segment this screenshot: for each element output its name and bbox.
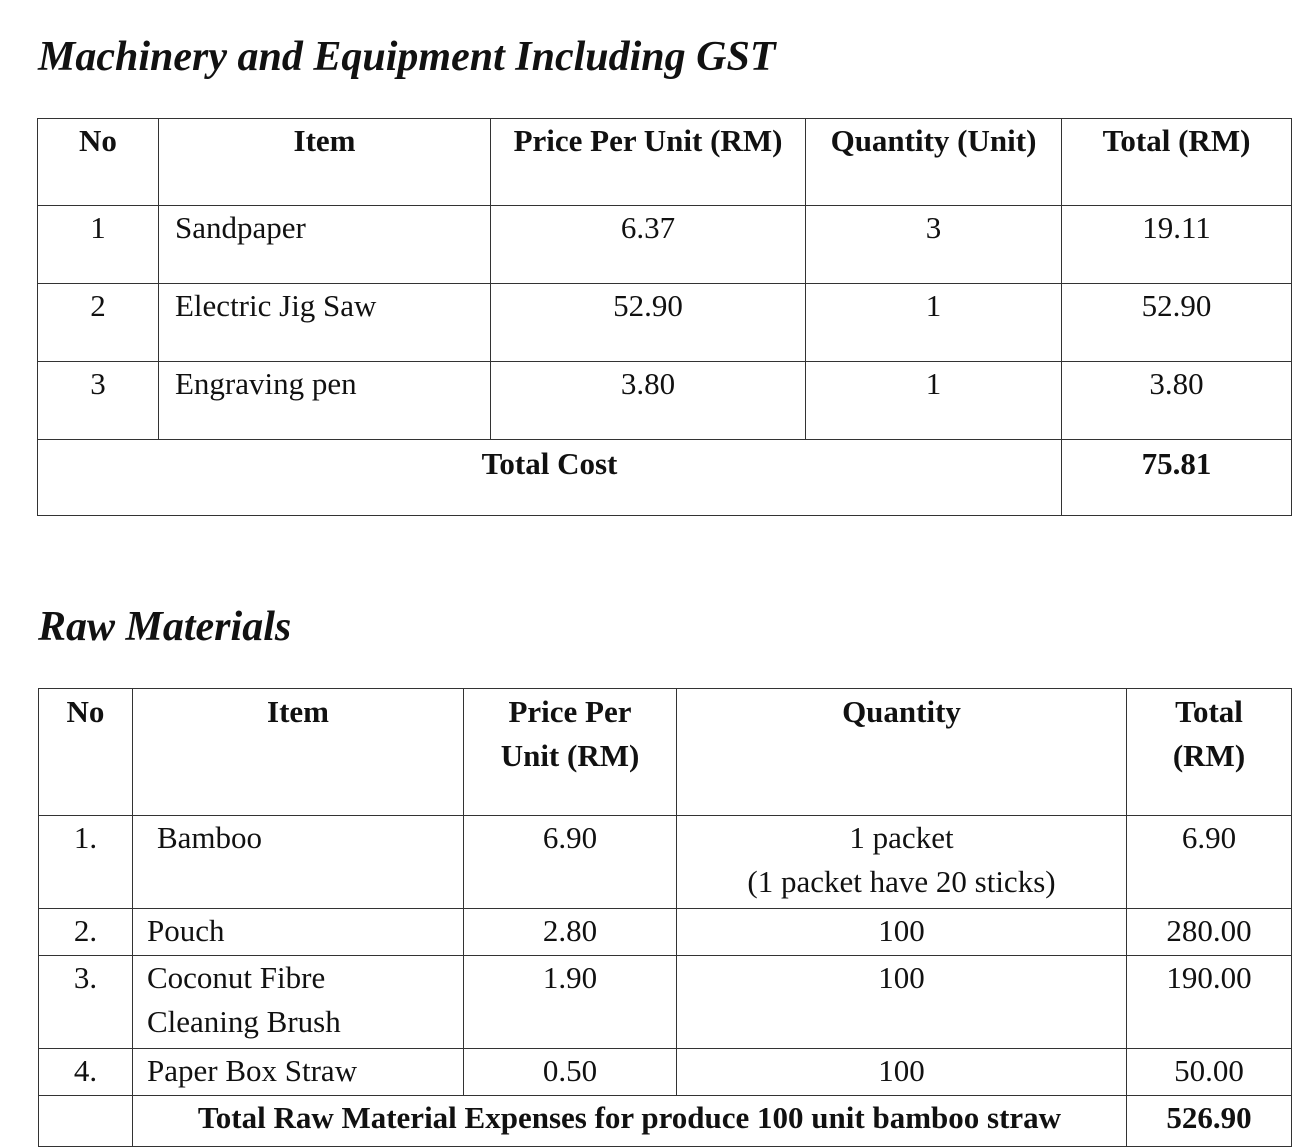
header-price (464, 689, 677, 816)
header-total: Total (RM) (1062, 119, 1292, 206)
raw-materials-section-title: Raw Materials (38, 604, 292, 650)
cell-no: 4. (39, 1049, 133, 1096)
cell-price: 6.90 (464, 816, 677, 909)
cell-total: 190.00 (1127, 956, 1292, 1049)
total-cost-label: Total Cost (38, 440, 1062, 516)
table-row (39, 816, 1292, 909)
cell-no: 2. (39, 909, 133, 956)
raw-materials-table (38, 688, 1292, 1147)
table-header-row (38, 119, 1292, 206)
cell-item: Electric Jig Saw (159, 284, 491, 362)
table-row (38, 206, 1292, 284)
header-item: Item (133, 689, 464, 816)
total-raw-material-label: Total Raw Material Expenses for produce 100 unit bamboo straw (133, 1096, 1127, 1147)
header-price-line1: Price Per (508, 694, 632, 729)
machinery-table (37, 118, 1292, 516)
cell-item-line1: Bamboo (157, 820, 263, 855)
cell-quantity-line1: 100 (878, 960, 925, 995)
cell-total: 50.00 (1127, 1049, 1292, 1096)
header-no: No (39, 689, 133, 816)
cell-quantity: 1 (806, 362, 1062, 440)
total-raw-material-value: 526.90 (1127, 1096, 1292, 1147)
cell-item: Engraving pen (159, 362, 491, 440)
cell-quantity-line1: 1 packet (849, 820, 954, 855)
table-header-row (39, 689, 1292, 816)
cell-quantity (677, 1049, 1127, 1096)
header-total-line2: (RM) (1172, 738, 1246, 773)
cell-item-line1: Paper Box Straw (147, 1053, 358, 1088)
cell-no: 2 (38, 284, 159, 362)
cell-empty (39, 1096, 133, 1147)
cell-price: 2.80 (464, 909, 677, 956)
cell-item-line1: Pouch (147, 913, 225, 948)
cell-total: 3.80 (1062, 362, 1292, 440)
table-row (38, 284, 1292, 362)
cell-item (133, 816, 464, 909)
cell-price: 52.90 (491, 284, 806, 362)
cell-price: 0.50 (464, 1049, 677, 1096)
cell-item-line1: Coconut Fibre (147, 960, 326, 995)
table-row (39, 1049, 1292, 1096)
cell-price: 1.90 (464, 956, 677, 1049)
cell-item: Sandpaper (159, 206, 491, 284)
table-row (39, 909, 1292, 956)
total-cost-value: 75.81 (1062, 440, 1292, 516)
cell-total: 6.90 (1127, 816, 1292, 909)
cell-total: 52.90 (1062, 284, 1292, 362)
header-total (1127, 689, 1292, 816)
cell-item-line2: Cleaning Brush (147, 1004, 341, 1039)
cell-quantity-line1: 100 (878, 913, 925, 948)
cell-total: 19.11 (1062, 206, 1292, 284)
cell-quantity-line1: 100 (878, 1053, 925, 1088)
cell-quantity: 1 (806, 284, 1062, 362)
cell-no: 1. (39, 816, 133, 909)
cell-quantity-line2: (1 packet have 20 sticks) (747, 864, 1056, 899)
cell-quantity (677, 816, 1127, 909)
cell-item (133, 909, 464, 956)
cell-item (133, 956, 464, 1049)
cell-quantity (677, 956, 1127, 1049)
header-price-line2: Unit (RM) (500, 738, 640, 773)
cell-price: 6.37 (491, 206, 806, 284)
cell-quantity (677, 909, 1127, 956)
header-total-line1: Total (1175, 694, 1243, 729)
machinery-section-title: Machinery and Equipment Including GST (38, 34, 776, 80)
cell-no: 1 (38, 206, 159, 284)
cell-item (133, 1049, 464, 1096)
header-quantity: Quantity (677, 689, 1127, 816)
header-quantity: Quantity (Unit) (806, 119, 1062, 206)
header-price: Price Per Unit (RM) (491, 119, 806, 206)
total-row (39, 1096, 1292, 1147)
cell-total: 280.00 (1127, 909, 1292, 956)
table-row (39, 956, 1292, 1049)
header-item: Item (159, 119, 491, 206)
cell-no: 3. (39, 956, 133, 1049)
total-row (38, 440, 1292, 516)
header-no: No (38, 119, 159, 206)
table-row (38, 362, 1292, 440)
cell-price: 3.80 (491, 362, 806, 440)
cell-quantity: 3 (806, 206, 1062, 284)
cell-no: 3 (38, 362, 159, 440)
